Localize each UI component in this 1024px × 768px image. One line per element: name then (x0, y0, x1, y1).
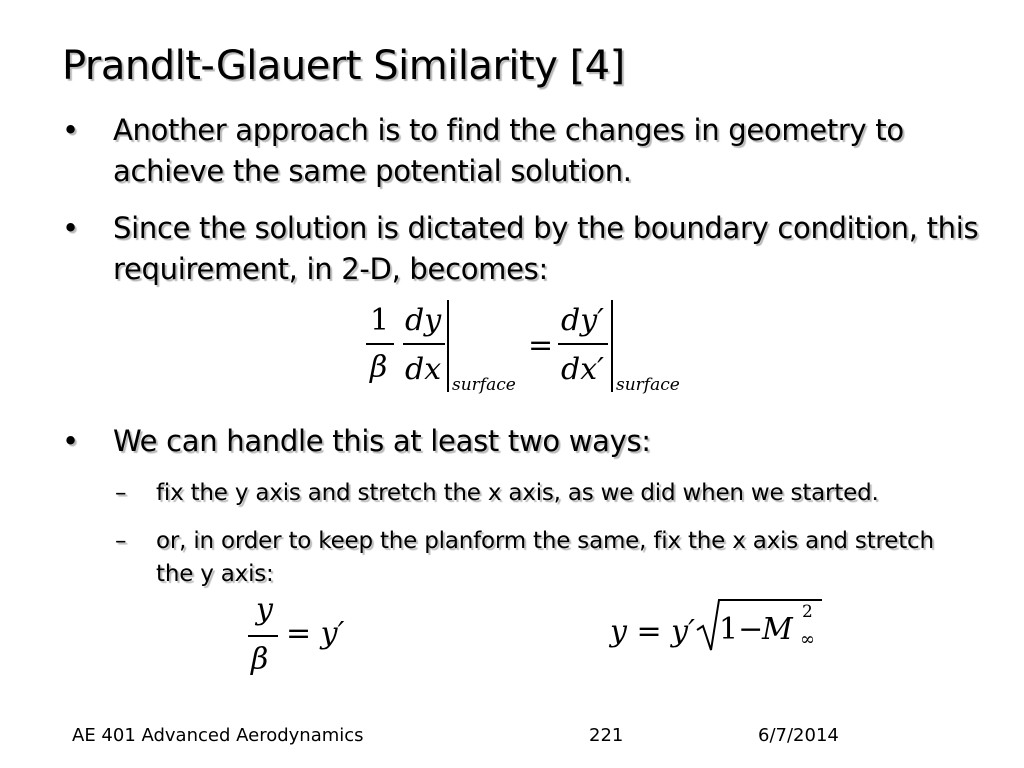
bullet-marker: • (62, 113, 79, 147)
bullet-marker: • (62, 424, 79, 458)
eq-rhs: = y′ (286, 616, 345, 651)
eq-beta: β (370, 350, 388, 385)
eq-surface-label: surface (452, 375, 516, 395)
eq-y: y (256, 592, 273, 627)
eq-subscript-infinity: ∞ (800, 629, 815, 650)
bullet-text: Another approach is to find the changes in geometry to achieve the same potential solution. (113, 113, 904, 188)
eq-numerator-one: 1 (370, 303, 390, 338)
footer-date: 6/7/2014 (758, 725, 839, 746)
eq-dx: dx (405, 352, 442, 387)
eq-lhs: y = y′ (610, 614, 695, 649)
sub-bullet-marker: – (115, 480, 127, 506)
slide-title: Prandlt-Glauert Similarity [4] (62, 43, 625, 89)
sub-bullet-marker: – (115, 528, 127, 554)
eq-mach: M (762, 612, 793, 647)
bullet-marker: • (62, 211, 79, 245)
sub-bullet-text: or, in order to keep the planform the same, fix the x axis and stretch the y axis: (156, 528, 934, 587)
eq-surface-label: surface (616, 375, 680, 395)
eq-exponent: 2 (802, 602, 813, 622)
footer-page-number: 221 (589, 725, 624, 746)
bullet-text: Since the solution is dictated by the boundary condition, this requirement, in 2-D, becomes: (113, 211, 979, 286)
eq-equals: = (528, 328, 554, 363)
bullet-text: We can handle this at least two ways: (113, 424, 651, 458)
eq-beta: β (251, 642, 269, 677)
eq-dy-prime: dy′ (561, 303, 604, 338)
eq-one-minus: 1− (719, 612, 764, 647)
eq-dx-prime: dx′ (561, 352, 604, 387)
sub-bullet-text: fix the y axis and stretch the x axis, as we did when we started. (156, 480, 879, 506)
eq-dy: dy (405, 303, 442, 338)
footer-course: AE 401 Advanced Aerodynamics (72, 725, 364, 746)
